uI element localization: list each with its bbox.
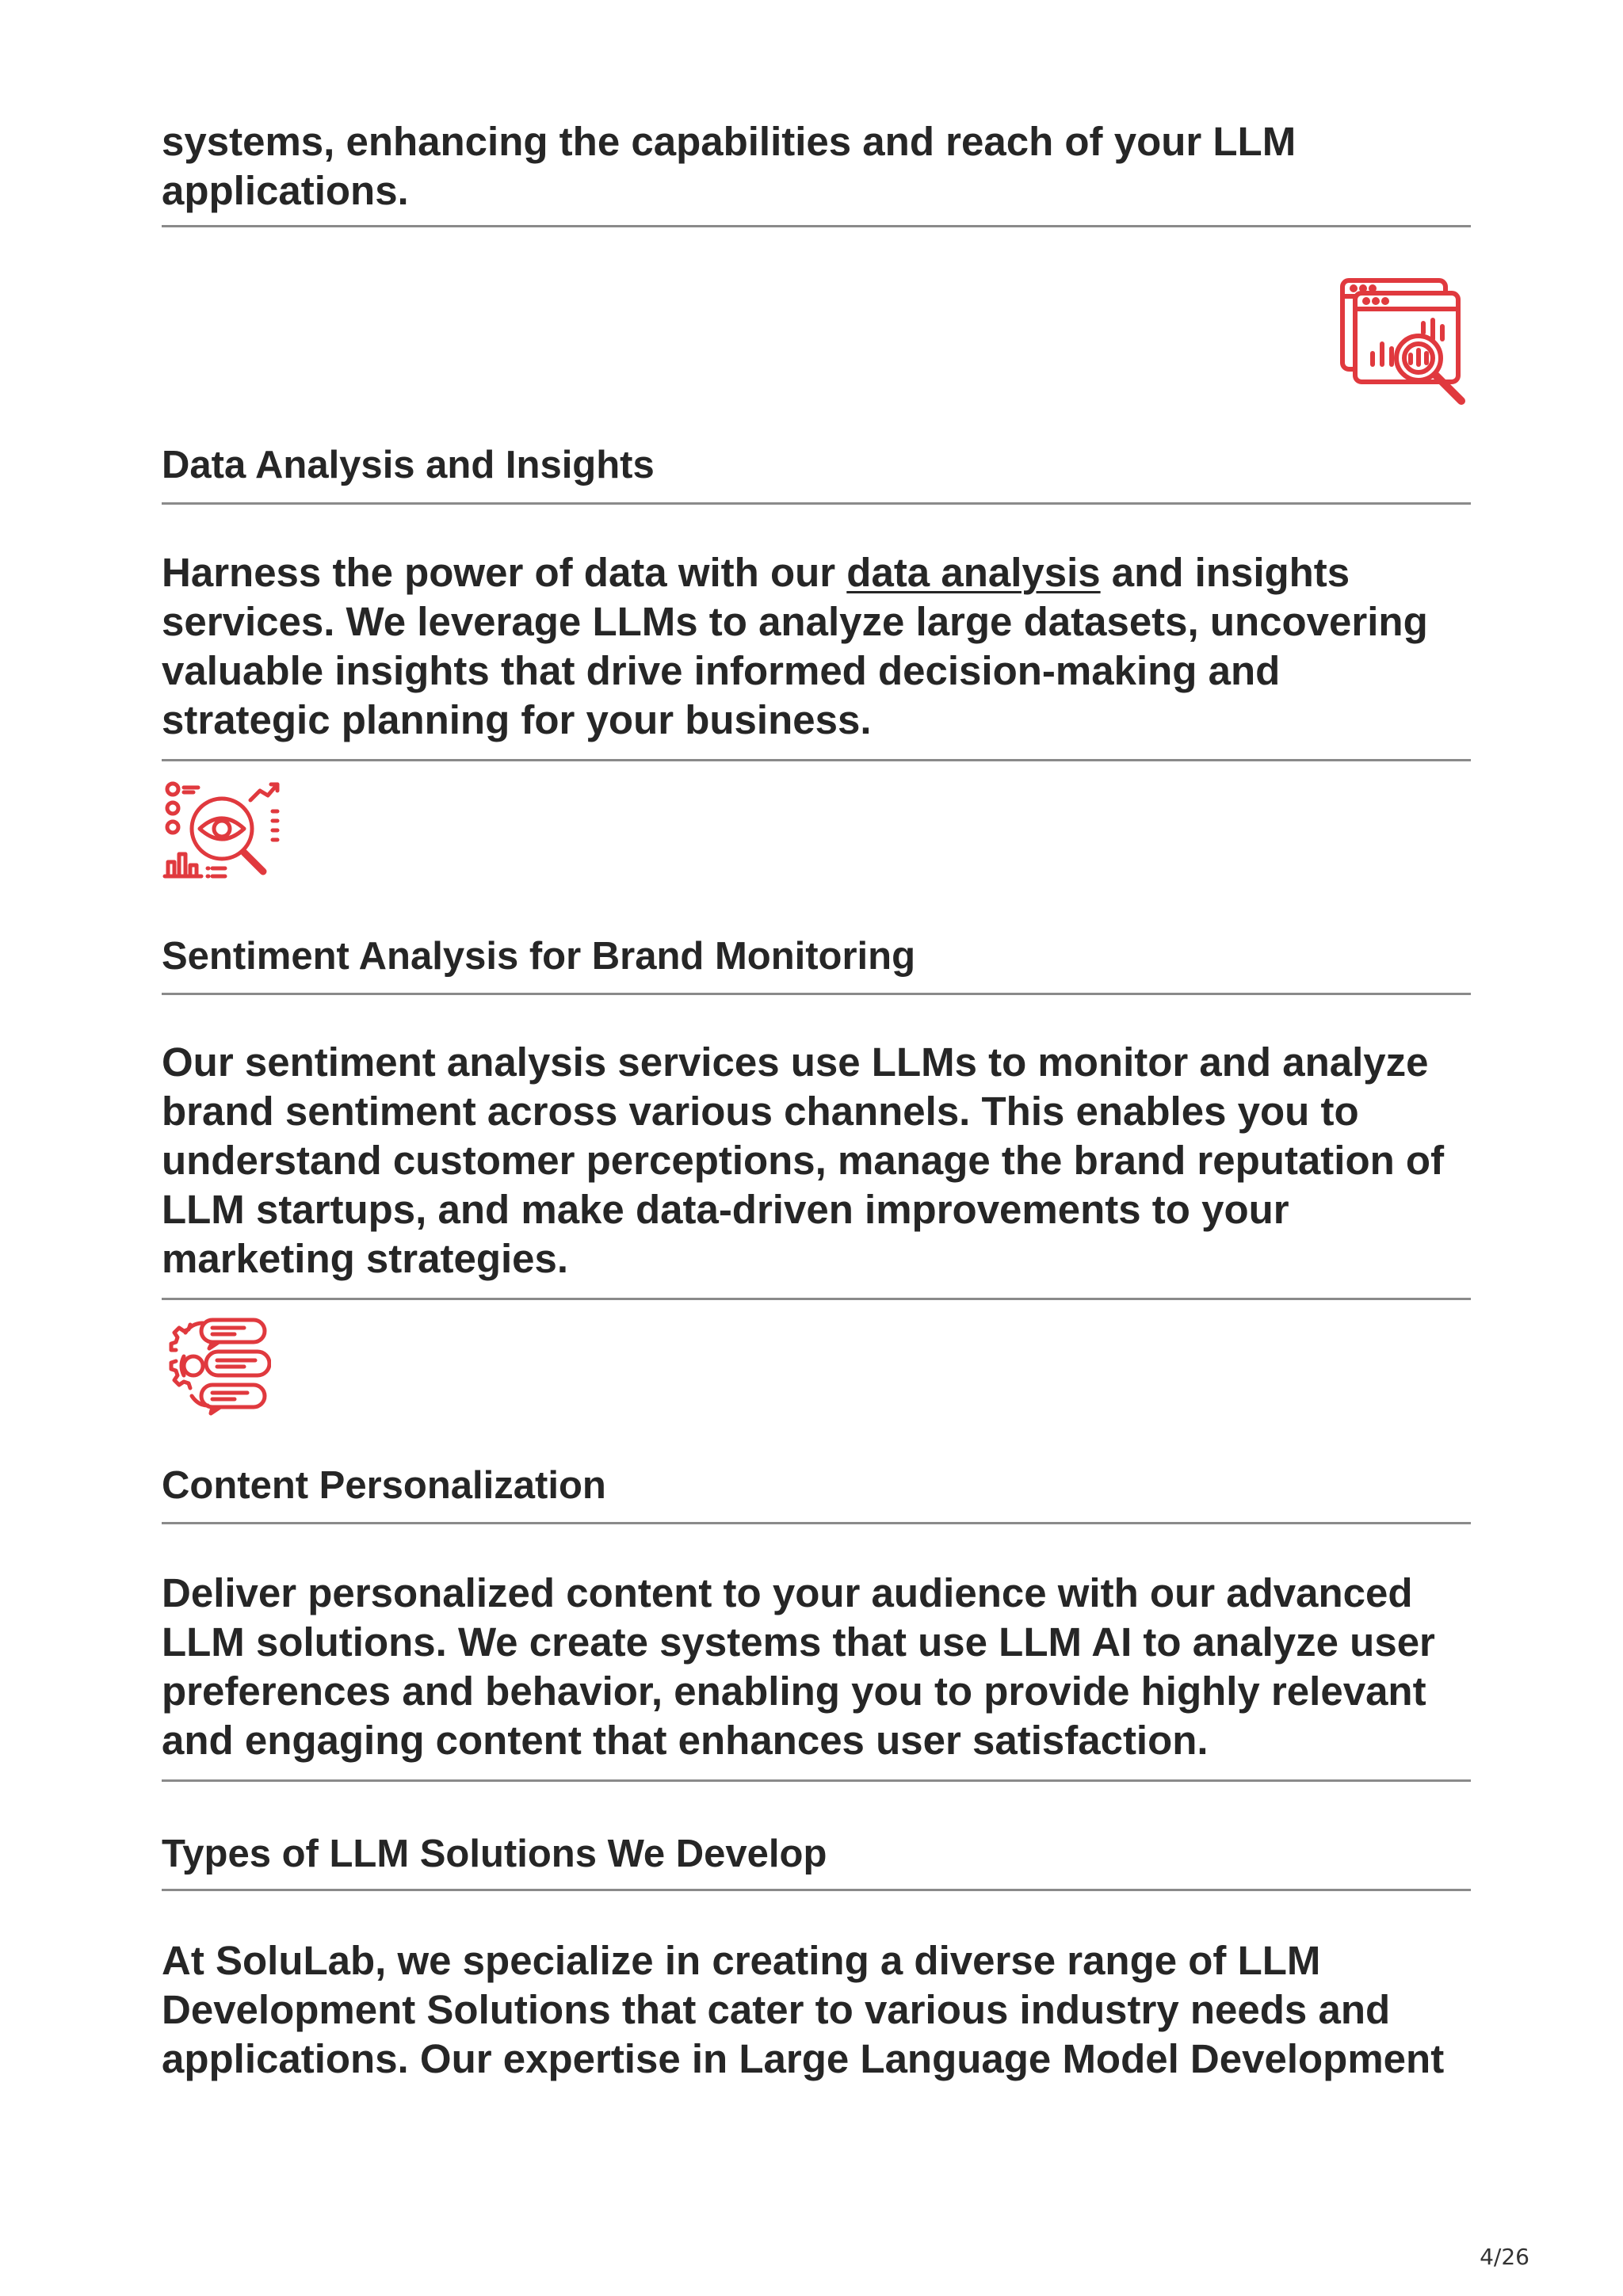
body-line-4: LLM startups, and make data-driven improvements to your: [162, 1187, 1289, 1232]
body-text-prefix: Harness the power of data with our: [162, 550, 847, 595]
intro-line-2: applications.: [162, 168, 409, 213]
body-line-2: LLM solutions. We create systems that use LLM AI to analyze user: [162, 1619, 1435, 1665]
section-body-sentiment: [162, 1038, 1471, 1283]
body-line-4: and engaging content that enhances user satisfaction.: [162, 1718, 1209, 1763]
body-line-5: marketing strategies.: [162, 1236, 569, 1281]
section-heading: Data Analysis and Insights: [162, 444, 655, 486]
divider: [162, 1298, 1471, 1300]
divider: [162, 1889, 1471, 1891]
section-title-types-of-llm: [162, 1830, 1471, 1878]
body-line-1: Our sentiment analysis services use LLMs to monitor and analyze: [162, 1039, 1429, 1085]
section-title-content-personalization: [162, 1462, 1471, 1509]
section-heading: Types of LLM Solutions We Develop: [162, 1833, 827, 1875]
divider: [162, 502, 1471, 505]
body-line-2: Development Solutions that cater to various industry needs and: [162, 1987, 1391, 2032]
divider: [162, 225, 1471, 227]
body-line-1: Deliver personalized content to your audience with our advanced: [162, 1570, 1413, 1615]
section-title-data-analysis: [162, 441, 1471, 489]
body-line-3: applications. Our expertise in Large Language Model Development: [162, 2036, 1445, 2081]
section-title-sentiment: [162, 933, 1471, 980]
section-heading: Sentiment Analysis for Brand Monitoring: [162, 935, 916, 978]
sentiment-eye-magnifier-icon: [162, 780, 281, 881]
body-line-1: At SoluLab, we specialize in creating a diverse range of LLM: [162, 1938, 1321, 1983]
section-body-content-personalization: [162, 1569, 1471, 1765]
section-body-data-analysis: [162, 548, 1471, 745]
gear-chat-bubbles-icon: [168, 1317, 271, 1417]
data-analysis-link[interactable]: data analysis: [846, 550, 1101, 595]
body-line-4: strategic planning for your business.: [162, 697, 872, 742]
intro-line-1: systems, enhancing the capabilities and reach of your LLM: [162, 119, 1296, 164]
body-line-2: brand sentiment across various channels. This enables you to: [162, 1089, 1359, 1134]
body-line-3: valuable insights that drive informed decision-making and: [162, 648, 1281, 693]
divider: [162, 1779, 1471, 1782]
body-text-suffix: and insights: [1100, 550, 1350, 595]
body-line-1: [162, 548, 1471, 597]
divider: [162, 1522, 1471, 1524]
body-line-3: understand customer perceptions, manage the brand reputation of: [162, 1138, 1445, 1183]
section-heading: Content Personalization: [162, 1464, 606, 1507]
divider: [162, 993, 1471, 995]
section-body-types-of-llm: [162, 1936, 1471, 2084]
page-number: 4/26: [1480, 2244, 1529, 2270]
intro-paragraph: [162, 117, 1471, 215]
data-analytics-magnifier-icon: [1338, 276, 1471, 409]
body-line-2: services. We leverage LLMs to analyze large datasets, uncovering: [162, 599, 1428, 644]
divider: [162, 759, 1471, 761]
body-line-3: preferences and behavior, enabling you to provide highly relevant: [162, 1669, 1426, 1714]
